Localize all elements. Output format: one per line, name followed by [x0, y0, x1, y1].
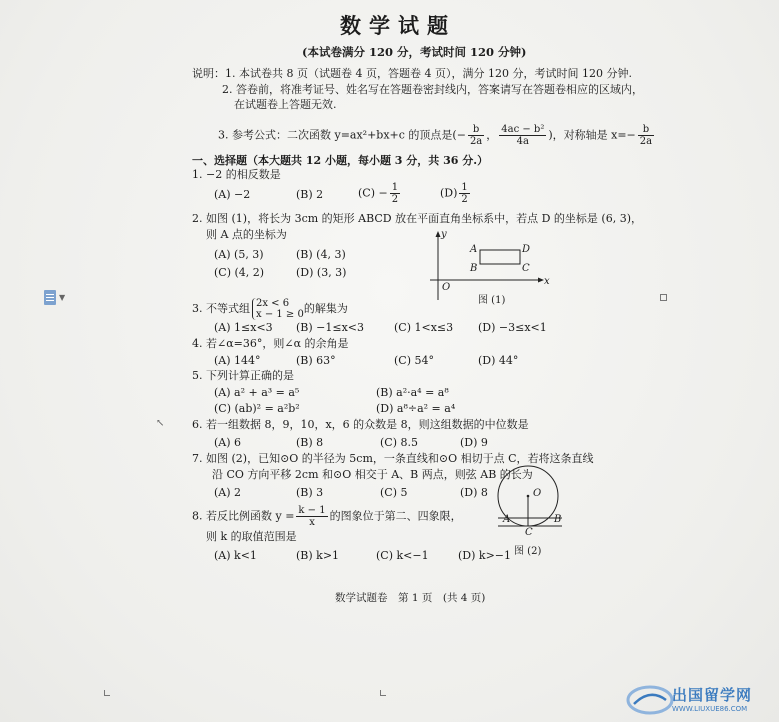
frac-denominator: 2a	[469, 136, 483, 147]
section-heading: 一、选择题（本大题共 12 小题，每小题 3 分，共 36 分.）	[192, 154, 489, 167]
crop-mark	[380, 690, 386, 696]
q1-option-d	[440, 182, 472, 205]
inequality-2: x − 1 ≥ 0	[256, 309, 304, 320]
cursor-arrow-icon: ↖	[156, 418, 165, 429]
fig1-point-d: D	[522, 244, 531, 255]
q6-option-a: (A) 6	[214, 436, 242, 449]
chevron-down-icon[interactable]: ▼	[59, 293, 66, 302]
fig1-point-a: A	[470, 244, 478, 255]
fig1-x-label: x	[544, 276, 550, 287]
note-line-2: 2. 答卷前，将准考证号、姓名写在答题卷密封线内，答案请写在答题卷相应的区域内，	[222, 83, 643, 96]
logo-url: WWW.LIUXUE86.COM	[672, 705, 748, 713]
figure-2-circle	[494, 460, 574, 544]
q7-option-c: (C) 5	[380, 486, 408, 499]
frac-denominator: 2a	[639, 136, 653, 147]
frac-numerator: b	[468, 124, 484, 136]
q7-option-b: (B) 3	[296, 486, 324, 499]
formula-text-2: )，对称轴是 x=−	[548, 128, 636, 142]
frac-denominator: 2	[461, 194, 468, 205]
question-8-stem	[192, 505, 462, 528]
crop-mark	[660, 294, 667, 301]
q3-stem-suffix: 的解集为	[303, 302, 348, 315]
fig1-y-label: y	[441, 229, 447, 240]
question-7-stem-2: 沿 CO 方向平移 2cm 和⊙O 相交于 A、B 两点，则弦 AB 的长为	[212, 468, 533, 481]
fig1-origin-label: O	[442, 282, 451, 293]
document-icon[interactable]	[44, 290, 56, 305]
q6-option-b: (B) 8	[296, 436, 324, 449]
question-1-stem: 1. −2 的相反数是	[192, 168, 281, 181]
q1-option-c	[358, 182, 402, 205]
figure-1-caption: 图 (1)	[478, 295, 506, 306]
figure-2-caption: 图 (2)	[514, 546, 542, 557]
question-6-stem: 6. 若一组数据 8，9，10，x，6 的众数是 8，则这组数据的中位数是	[192, 418, 529, 431]
frac-numerator: 1	[461, 182, 468, 193]
q8-option-b: (B) k>1	[296, 549, 340, 562]
q5-option-d: (D) a⁸÷a² = a⁴	[376, 402, 456, 415]
q4-option-d: (D) 44°	[478, 354, 519, 367]
question-3-stem	[192, 298, 348, 320]
frac-numerator: 4ac − b²	[501, 124, 545, 135]
crop-mark	[104, 690, 110, 696]
formula-text-1: 3. 参考公式：二次函数 y=ax²+bx+c 的顶点是(−	[218, 128, 466, 142]
q4-option-a: (A) 144°	[214, 354, 261, 367]
fraction-half	[390, 182, 400, 205]
q2-option-a: (A) (5, 3)	[214, 248, 264, 261]
note-line-2b: 在试题卷上答题无效.	[234, 98, 337, 111]
fraction-half	[459, 182, 469, 205]
q1-option-b: (B) 2	[296, 188, 324, 201]
question-4-stem: 4. 若∠α=36°，则∠α 的余角是	[192, 337, 349, 350]
formula-comma: ，	[486, 128, 498, 142]
question-7-stem: 7. 如图 (2)，已知⊙O 的半径为 5cm，一条直线和⊙O 相切于点 C，若将这条直线	[192, 452, 594, 465]
note-line-1: 说明：1. 本试卷共 8 页（试题卷 4 页，答题卷 4 页），满分 120 分，考试时间 120 分钟.	[192, 67, 632, 80]
fraction-k-minus-1-over-x	[296, 505, 327, 528]
q3-stem-prefix: 3. 不等式组	[192, 302, 250, 315]
q1-option-a: (A) −2	[214, 188, 251, 201]
note-line-3	[218, 124, 656, 147]
q6-option-d: (D) 9	[460, 436, 488, 449]
q2-option-b: (B) (4, 3)	[296, 248, 346, 261]
question-2-stem: 2. 如图 (1)，将长为 3cm 的矩形 ABCD 放在平面直角坐标系中，若点 D 的坐标是 (6, 3)，	[192, 212, 642, 225]
q8-option-d: (D) k>−1	[458, 549, 511, 562]
q8-option-a: (A) k<1	[214, 549, 257, 562]
page-title: 数学试题	[340, 13, 456, 38]
question-5-stem: 5. 下列计算正确的是	[192, 369, 294, 382]
q4-option-c: (C) 54°	[394, 354, 434, 367]
frac-denominator: 2	[391, 194, 399, 205]
fig1-point-c: C	[522, 263, 530, 274]
q5-option-a: (A) a² + a³ = a⁵	[214, 386, 300, 399]
q3-option-c: (C) 1<x≤3	[394, 321, 454, 334]
fraction-b-2a	[468, 124, 484, 147]
q3-option-a: (A) 1≤x<3	[214, 321, 273, 334]
inequality-system	[252, 298, 304, 320]
q8-stem-prefix: 8. 若反比例函数 y =	[192, 509, 295, 523]
rectangle-abcd	[480, 250, 520, 264]
fraction-axis	[638, 124, 654, 147]
q7-option-d: (D) 8	[460, 486, 488, 499]
q5-option-c: (C) (ab)² = a²b²	[214, 402, 300, 415]
inequality-1: 2x < 6	[256, 298, 290, 309]
frac-numerator: b	[638, 124, 654, 136]
q6-option-c: (C) 8.5	[380, 436, 418, 449]
frac-numerator: k − 1	[298, 505, 326, 516]
logo-swoosh-icon	[634, 695, 666, 704]
page-footer: 数学试题卷 第 1 页 (共 4 页)	[335, 592, 486, 604]
q3-option-b: (B) −1≤x<3	[296, 321, 365, 334]
fig2-center-label: O	[533, 488, 542, 499]
frac-denominator: 4a	[516, 136, 529, 147]
option-label: (D)	[440, 186, 458, 200]
fig2-point-a: A	[503, 514, 511, 525]
q5-option-b: (B) a²·a⁴ = a⁸	[376, 386, 449, 399]
q4-option-b: (B) 63°	[296, 354, 336, 367]
question-2-stem-2: 则 A 点的坐标为	[206, 228, 287, 241]
exam-subtitle: (本试卷满分 120 分，考试时间 120 分钟)	[302, 45, 527, 59]
fraction-vertex-y	[499, 124, 546, 147]
q8-stem-suffix: 的图象位于第二、四象限，	[329, 509, 462, 523]
y-axis-arrow	[436, 231, 441, 237]
fig2-point-c: C	[525, 527, 533, 538]
q3-option-d: (D) −3≤x<1	[478, 321, 547, 334]
q7-option-a: (A) 2	[214, 486, 242, 499]
fig2-point-b: B	[554, 514, 562, 525]
q8-option-c: (C) k<−1	[376, 549, 429, 562]
q2-option-c: (C) (4, 2)	[214, 266, 265, 279]
frac-denominator: x	[309, 517, 315, 528]
option-label: (C) −	[358, 186, 388, 200]
question-8-stem-2: 则 k 的取值范围是	[206, 530, 297, 543]
q2-option-d: (D) (3, 3)	[296, 266, 347, 279]
fig1-point-b: B	[470, 263, 478, 274]
frac-numerator: 1	[391, 182, 399, 193]
logo-text: 出国留学网	[672, 686, 753, 704]
